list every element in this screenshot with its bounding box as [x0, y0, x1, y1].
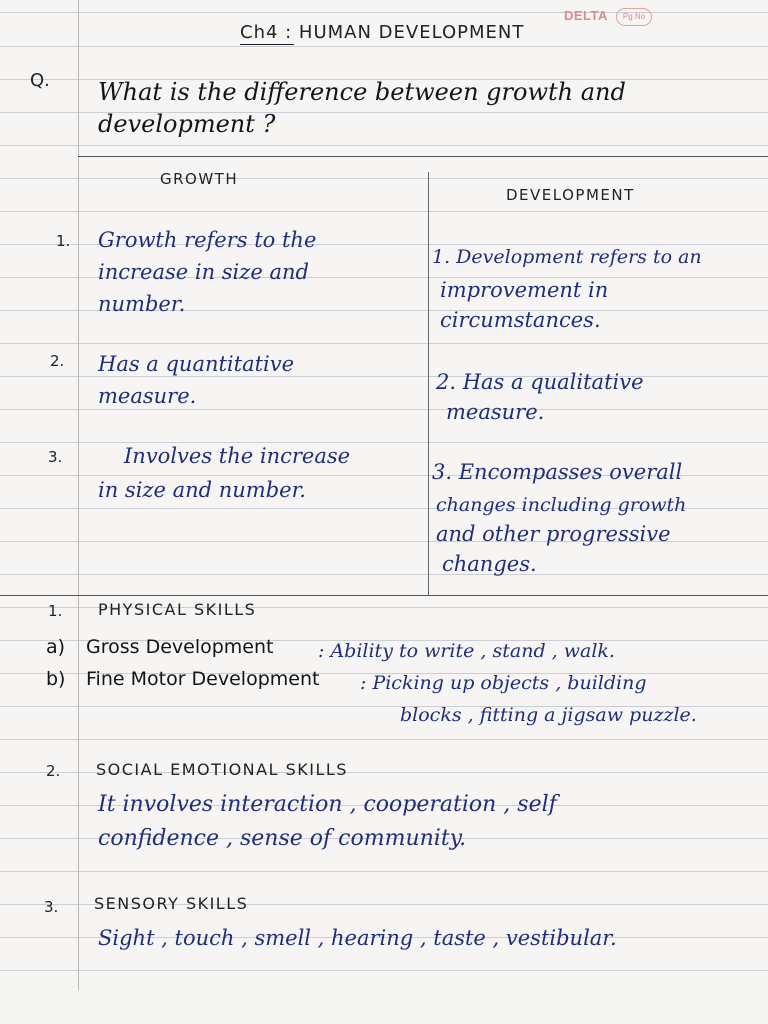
development-cell-line: changes.: [442, 552, 537, 576]
development-cell-line: changes including growth: [436, 494, 687, 516]
item-term: Gross Development: [86, 636, 274, 658]
section-number: 1.: [48, 602, 63, 620]
development-cell-line: circumstances.: [440, 308, 601, 332]
section-heading: SOCIAL EMOTIONAL SKILLS: [96, 760, 348, 779]
table-divider: [428, 172, 429, 596]
growth-cell-line: number.: [98, 292, 186, 316]
section-number: 3.: [44, 898, 59, 916]
development-cell-line: 2. Has a qualitative: [436, 370, 644, 394]
table-top-border: [78, 156, 768, 157]
growth-cell-line: in size and number.: [98, 478, 306, 502]
table-header-development: DEVELOPMENT: [506, 186, 635, 204]
section-heading: PHYSICAL SKILLS: [98, 600, 257, 619]
growth-cell-line: increase in size and: [98, 260, 309, 284]
section-body-line: It involves interaction , cooperation , self: [98, 792, 557, 817]
question-line-1: What is the difference between growth and: [98, 78, 626, 106]
table-bottom-border: [0, 595, 768, 596]
page-title: Ch4 : HUMAN DEVELOPMENT: [240, 22, 525, 43]
item-text-continued: blocks , fitting a jigsaw puzzle.: [400, 704, 697, 726]
development-cell-line: and other progressive: [436, 522, 671, 546]
item-label: b): [46, 668, 66, 690]
question-line-2: development ?: [98, 110, 276, 138]
section-number: 2.: [46, 762, 61, 780]
item-text: : Ability to write , stand , walk.: [318, 640, 615, 662]
section-heading: SENSORY SKILLS: [94, 894, 249, 913]
growth-cell-line: measure.: [98, 384, 197, 408]
item-term: Fine Motor Development: [86, 668, 320, 690]
margin-line: [78, 0, 79, 1024]
table-header-growth: GROWTH: [160, 170, 239, 188]
section-body-line: confidence , sense of community.: [98, 826, 467, 851]
row-number: 1.: [56, 232, 71, 250]
section-body-line: Sight , touch , smell , hearing , taste , vestibular.: [98, 926, 617, 950]
growth-cell-line: Has a quantitative: [98, 352, 295, 376]
page-number-box: Pg No: [616, 8, 652, 26]
title-underline: [240, 44, 294, 45]
growth-cell-line: Involves the increase: [124, 444, 351, 468]
development-cell-line: 1. Development refers to an: [432, 246, 702, 268]
row-number: 2.: [50, 352, 65, 370]
development-cell-line: measure.: [446, 400, 545, 424]
item-text: : Picking up objects , building: [360, 672, 647, 694]
development-cell-line: improvement in: [440, 278, 609, 302]
row-number: 3.: [48, 448, 63, 466]
brand-logo: DELTA: [564, 8, 608, 23]
question-label: Q.: [30, 70, 50, 91]
growth-cell-line: Growth refers to the: [98, 228, 317, 252]
page-bottom: [0, 990, 768, 1024]
development-cell-line: 3. Encompasses overall: [432, 460, 683, 484]
item-label: a): [46, 636, 66, 658]
